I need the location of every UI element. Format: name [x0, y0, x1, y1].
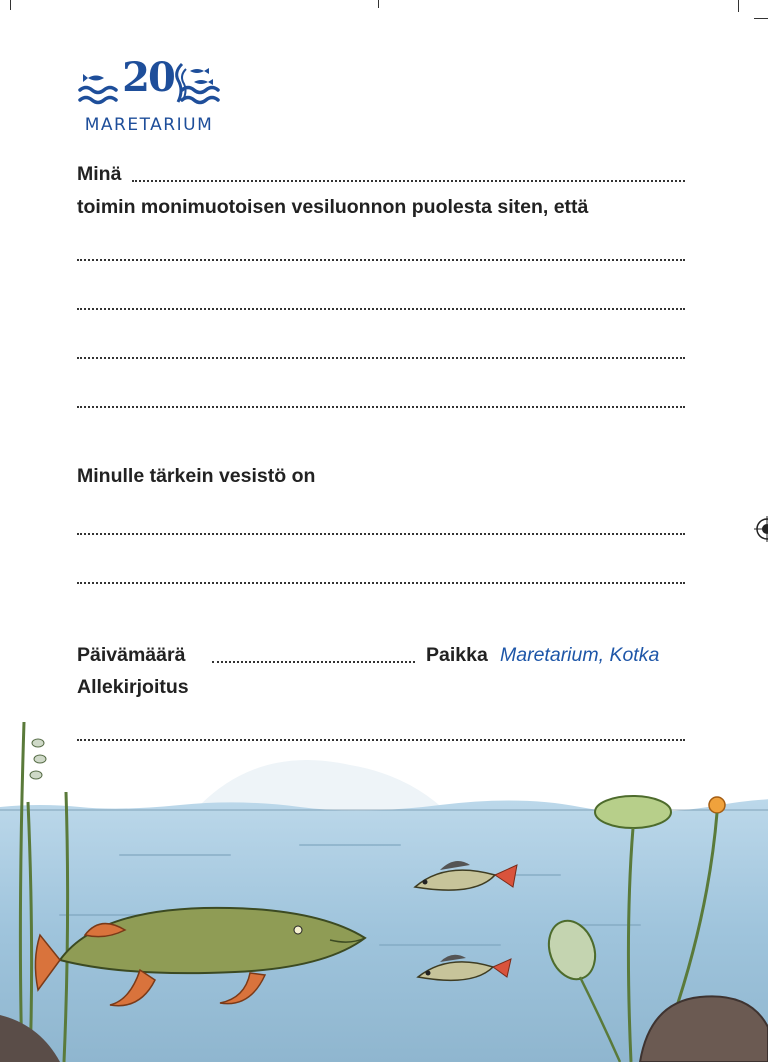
maretarium-logo — [74, 54, 224, 140]
signature-label: Allekirjoitus — [77, 676, 189, 698]
statement-fill-line-2[interactable] — [77, 308, 685, 310]
logo-wordmark: MARETARIUM — [84, 115, 214, 135]
water-body-fill-line-2[interactable] — [77, 582, 685, 584]
statement-fill-line-3[interactable] — [77, 357, 685, 359]
underwater-illustration — [0, 715, 768, 1062]
crop-mark-top-right-h — [754, 18, 768, 19]
registration-mark-icon — [754, 516, 768, 542]
name-fill-line[interactable] — [132, 180, 685, 182]
statement-fill-line-4[interactable] — [77, 406, 685, 408]
date-fill-line[interactable] — [212, 661, 415, 663]
crop-mark-top-left — [10, 0, 11, 10]
crop-mark-top-right-v — [738, 0, 739, 12]
date-label: Päivämäärä — [77, 644, 186, 666]
place-label: Paikka — [426, 644, 488, 666]
water-body-question: Minulle tärkein vesistö on — [77, 465, 316, 487]
name-label: Minä — [77, 163, 122, 185]
logo-number: 20 — [122, 54, 174, 101]
statement-fill-line-1[interactable] — [77, 259, 685, 261]
statement-text: toimin monimuotoisen vesiluonnon puolesta siten, että — [77, 196, 589, 218]
water-body-fill-line-1[interactable] — [77, 533, 685, 535]
place-value: Maretarium, Kotka — [500, 644, 660, 666]
crop-mark-top-middle — [378, 0, 379, 8]
